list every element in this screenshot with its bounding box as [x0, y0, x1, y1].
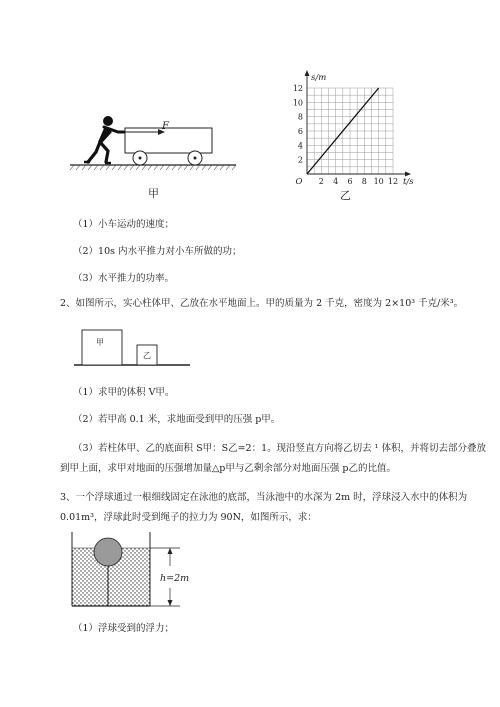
- q1-sub3: （3）水平推力的功率。: [73, 273, 175, 284]
- y-tick-label: 2: [297, 155, 303, 165]
- q1-sub1: （1）小车运动的速度；: [73, 219, 175, 230]
- x-axis-label: t/s: [403, 177, 414, 187]
- float-ball-icon: [94, 538, 122, 566]
- q3-stem-line1: 3、一个浮球通过一根细线固定在泳池的底部，当泳池中的水深为 2m 时，浮球浸入水中的体积为: [60, 492, 468, 503]
- block-yi-label: 乙: [143, 351, 151, 360]
- cart: [125, 128, 212, 165]
- figure-jia-caption: 甲: [148, 187, 159, 200]
- figure-yi-st-graph: [285, 62, 415, 202]
- x-tick-label: 2: [318, 177, 324, 186]
- block-jia-label: 甲: [96, 338, 104, 347]
- force-label: F: [162, 121, 169, 132]
- ground-surface: [70, 165, 236, 170]
- y-tick-label: 8: [297, 112, 303, 122]
- y-tick-label: 12: [292, 84, 303, 93]
- q2-sub3-line2: 到甲上面，求甲对地面的压强增加量△p甲与乙剩余部分对地面压强 p乙的比值。: [60, 463, 396, 474]
- q2-sub2: （2）若甲高 0.1 米，求地面受到甲的压强 p甲。: [73, 414, 281, 425]
- y-tick-label: 4: [297, 141, 303, 151]
- x-tick-label: 6: [347, 177, 353, 186]
- x-axis-arrow-icon: [405, 172, 411, 177]
- figure-jia-cart: [68, 112, 238, 192]
- q2-sub3-line1: （3）若柱体甲、乙的底面积 S甲：S乙=2：1。现沿竖直方向将乙切去 ¹ 体积，并将切去部分叠放: [73, 443, 486, 454]
- figure-yi-caption: 乙: [340, 189, 351, 202]
- q3-stem-line2: 0.01m³，浮球此时受到绳子的拉力为 90N，如图所示，求：: [60, 512, 317, 523]
- q3-sub1: （1）浮球受到的浮力；: [73, 623, 175, 634]
- origin-label: O: [295, 177, 303, 187]
- x-tick-label: 4: [333, 177, 339, 186]
- y-axis-arrow-icon: [305, 70, 310, 76]
- x-tick-label: 8: [361, 177, 367, 186]
- person-pushing-icon: [84, 116, 124, 163]
- force-arrow-icon: [125, 129, 165, 135]
- q2-sub1: （1）求甲的体积 V甲。: [73, 387, 175, 398]
- depth-label: h=2m: [160, 573, 190, 584]
- cart-wheel: [188, 151, 202, 165]
- q1-sub2: （2）10s 内水平推力对小车所做的功；: [73, 246, 242, 257]
- cart-wheel: [133, 151, 147, 165]
- q2-stem: 2、如图所示，实心柱体甲、乙放在水平地面上。甲的质量为 2 千克，密度为 2×10³ 千克/米³。: [60, 298, 464, 309]
- y-tick-label: 6: [297, 127, 303, 136]
- x-tick-label: 12: [387, 177, 399, 186]
- figure-q2-blocks: [72, 320, 202, 370]
- x-tick-label: 10: [373, 177, 384, 186]
- y-tick-label: 10: [292, 98, 303, 108]
- y-axis-label: s/m: [311, 73, 327, 83]
